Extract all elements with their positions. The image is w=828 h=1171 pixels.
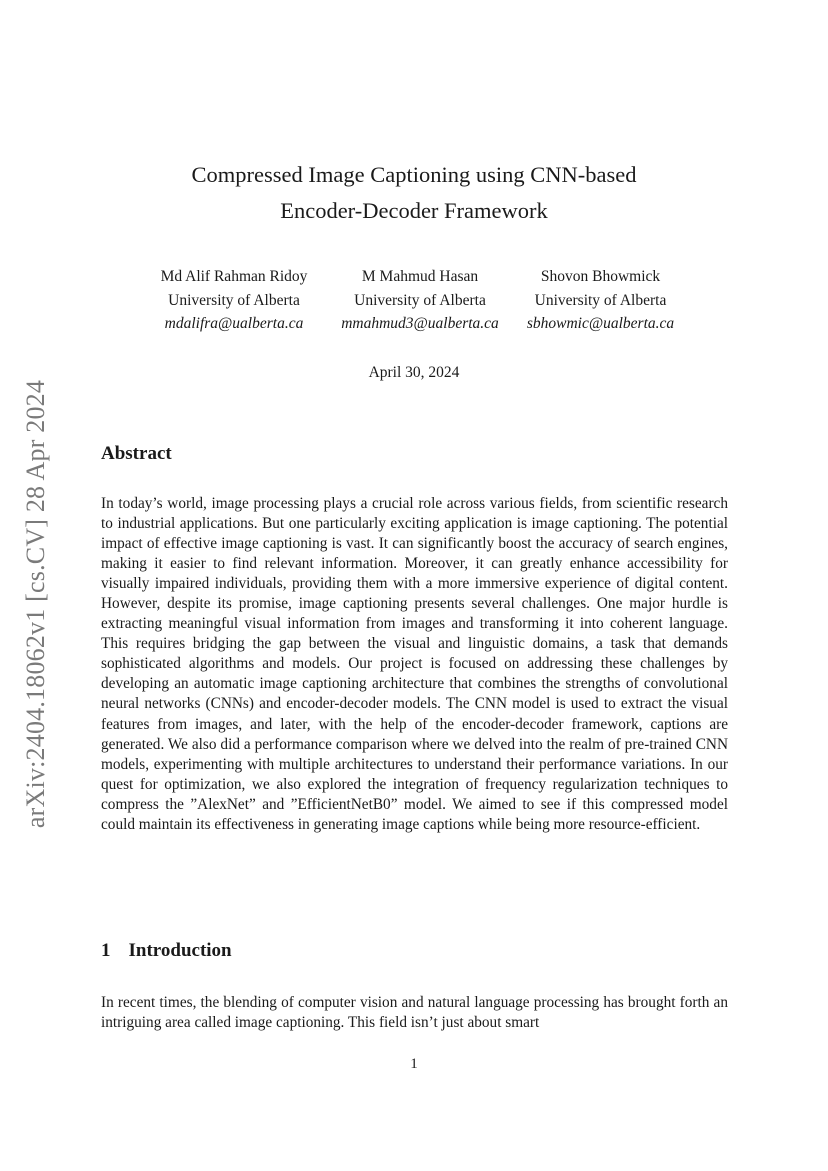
introduction-heading [101,940,232,962]
author-name: Shovon Bhowmick [540,268,661,285]
author-name: M Mahmud Hasan [361,268,479,285]
author-email: sbhowmic@ualberta.ca [526,315,675,332]
arxiv-identifier-stamp: arXiv:2404.18062v1 [cs.CV] 28 Apr 2024 [21,379,50,829]
abstract-heading: Abstract [101,443,172,464]
author-email: mdalifra@ualberta.ca [164,315,304,332]
paper-title-line-2: Encoder-Decoder Framework [280,198,548,223]
paper-title [100,157,728,229]
publication-date: April 30, 2024 [368,364,460,381]
author-3 [518,265,683,336]
author-affiliation: University of Alberta [354,291,486,309]
author-name: Md Alif Rahman Ridoy [160,268,308,285]
author-affiliation: University of Alberta [534,291,667,309]
introduction-paragraph: In recent times, the blending of computer vision and natural language processing has brought forth an intriguing area called image captioning. This field isn’t just about smart [101,994,728,1032]
author-2 [332,265,508,336]
author-1 [150,265,318,336]
section-number: 1 [101,940,111,961]
abstract-paragraph: In today’s world, image processing plays a crucial role across various fields, from scientific research to industrial applications. But one particularly exciting application is image captioning. The potential impact of effective image captioning is vast. It can significantly boost the accuracy of search engines, making it easier to find relevant information. Moreover, it can greatly enhance accessibility for visually impaired individuals, providing them with a more immersive experience of digital content. However, despite its promise, image captioning presents several challenges. One major hurdle is extracting meaningful visual information from images and transforming it into coherent language. This requires bridging the gap between the visual and linguistic domains, a task that demands sophisticated algorithms and models. Our project is focused on addressing these challenges by developing an automatic image captioning architecture that combines the strengths of convolutional neural networks (CNNs) and encoder-decoder models. The CNN model is used to extract the visual features from images, and later, with the help of the encoder-decoder framework, captions are generated. We also did a performance comparison where we delved into the realm of pre-trained CNN models, experimenting with multiple architectures to understand their performance variations. In our quest for optimization, we also explored the integration of frequency regularization techniques to compress the ”AlexNet” and ”EfficientNetB0” model. We aimed to see if this compressed model could maintain its effectiveness in generating image captions while being more resource-efficient. [101,495,728,833]
section-title: Introduction [128,940,232,961]
author-affiliation: University of Alberta [168,291,300,309]
author-email: mmahmud3@ualberta.ca [341,315,499,332]
paper-title-line-1: Compressed Image Captioning using CNN-based [191,162,637,187]
page-number: 1 [410,1056,418,1072]
